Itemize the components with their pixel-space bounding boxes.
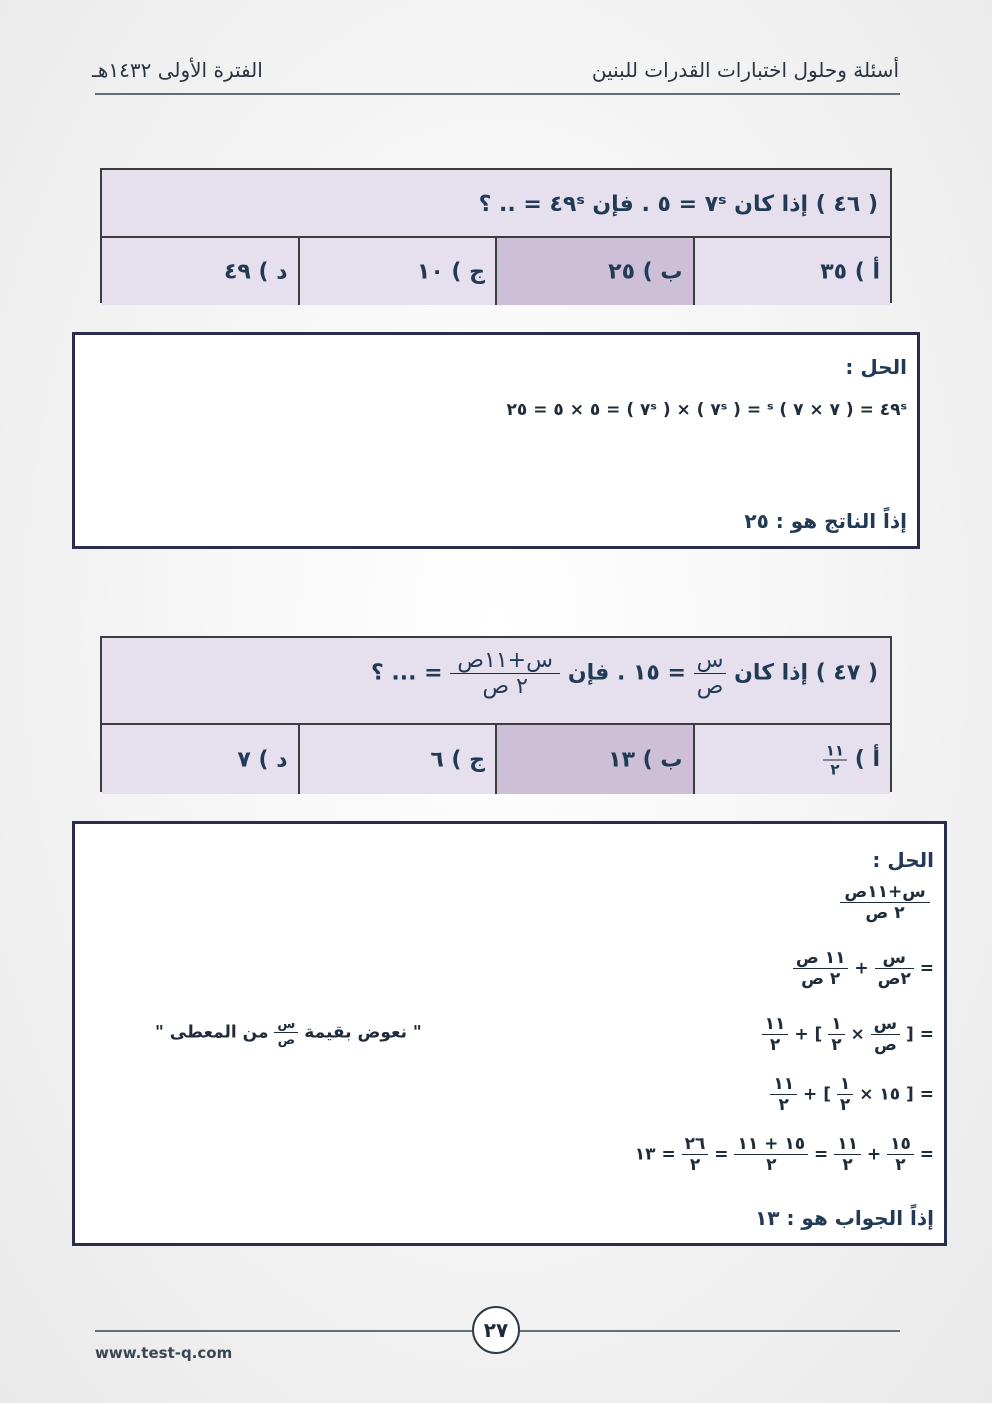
solution-46-equation: ٤٩ˢ = ( ٧ × ٧ ) ˢ = ( ٧ˢ ) × ( ٧ˢ ) = ٥ × ٥ = ٢٥: [506, 400, 907, 420]
question-46-options: [102, 236, 890, 305]
footer-divider-left: [95, 1330, 472, 1332]
option-c[interactable]: ج ) ٦: [298, 725, 496, 794]
option-d[interactable]: د ) ٤٩: [102, 238, 298, 305]
solution-46-answer: إذاً الناتج هو : ٢٥: [744, 509, 907, 533]
question-47: [100, 636, 892, 792]
solution-label: الحل :: [872, 848, 934, 872]
solution-47-answer: إذاً الجواب هو : ١٣: [755, 1206, 934, 1230]
option-b-selected[interactable]: ب ) ١٣: [495, 725, 693, 794]
question-47-options: [102, 723, 890, 794]
question-46: [100, 168, 892, 303]
solution-46: [72, 332, 920, 549]
option-d[interactable]: د ) ٧: [102, 725, 298, 794]
option-a[interactable]: أ ) $\frac{١١}{٢}$: [693, 725, 891, 794]
footer-divider-right: [520, 1330, 900, 1332]
fraction-x-over-y: $\frac{\text{س}}{\text{ص}}$: [694, 648, 727, 699]
question-46-text: ( ٤٦ ) إذا كان ٧ˢ = ٥ . فإن ٤٩ˢ = .. ؟: [478, 192, 878, 217]
fraction-question: $\frac{\text{س+١١ص}}{\text{٢ ص}}$: [450, 648, 560, 699]
substitution-note: " نعوض بقيمة $\frac{\text{س}}{\text{ص}}$ من المعطى ": [155, 1017, 422, 1048]
option-c[interactable]: ج ) ١٠: [298, 238, 496, 305]
header-divider: [95, 93, 900, 95]
step-4: = [ ١٥ × $\frac{١}{٢}$ ] + $\frac{١١}{٢}$: [770, 1074, 934, 1115]
header-title: أسئلة وحلول اختبارات القدرات للبنين: [591, 58, 899, 82]
website-link[interactable]: www.test-q.com: [95, 1344, 233, 1362]
option-b-selected[interactable]: ب ) ٢٥: [495, 238, 693, 305]
solution-47: [72, 821, 947, 1246]
step-2: = $\frac{\text{س}}{\text{٢ص}}$ + $\frac{\text{١١ ص}}{\text{٢ ص}}$: [793, 948, 934, 989]
solution-label: الحل :: [845, 355, 907, 379]
page-number: ٢٧: [472, 1306, 520, 1354]
option-a[interactable]: أ ) ٣٥: [693, 238, 891, 305]
step-3: = [ $\frac{\text{س}}{\text{ص}}$ × $\frac{١}{٢}$ ] + $\frac{١١}{٢}$: [762, 1014, 934, 1055]
question-47-text: ( ٤٧ ) إذا كان $\frac{\text{س}}{\text{ص}}$ = ١٥ . فإن $\frac{\text{س+١١ص}}{\text{٢ ص}}$ = ... ؟: [370, 648, 878, 699]
step-1: $\frac{\text{س+١١ص}}{\text{٢ ص}}$: [840, 882, 930, 923]
header-period: الفترة الأولى ١٤٣٢هـ: [92, 58, 263, 82]
step-5: = $\frac{١٥}{٢}$ + $\frac{١١}{٢}$ = $\frac{١٥ + ١١}{٢}$ = $\frac{٢٦}{٢}$ = ١٣: [634, 1134, 934, 1175]
